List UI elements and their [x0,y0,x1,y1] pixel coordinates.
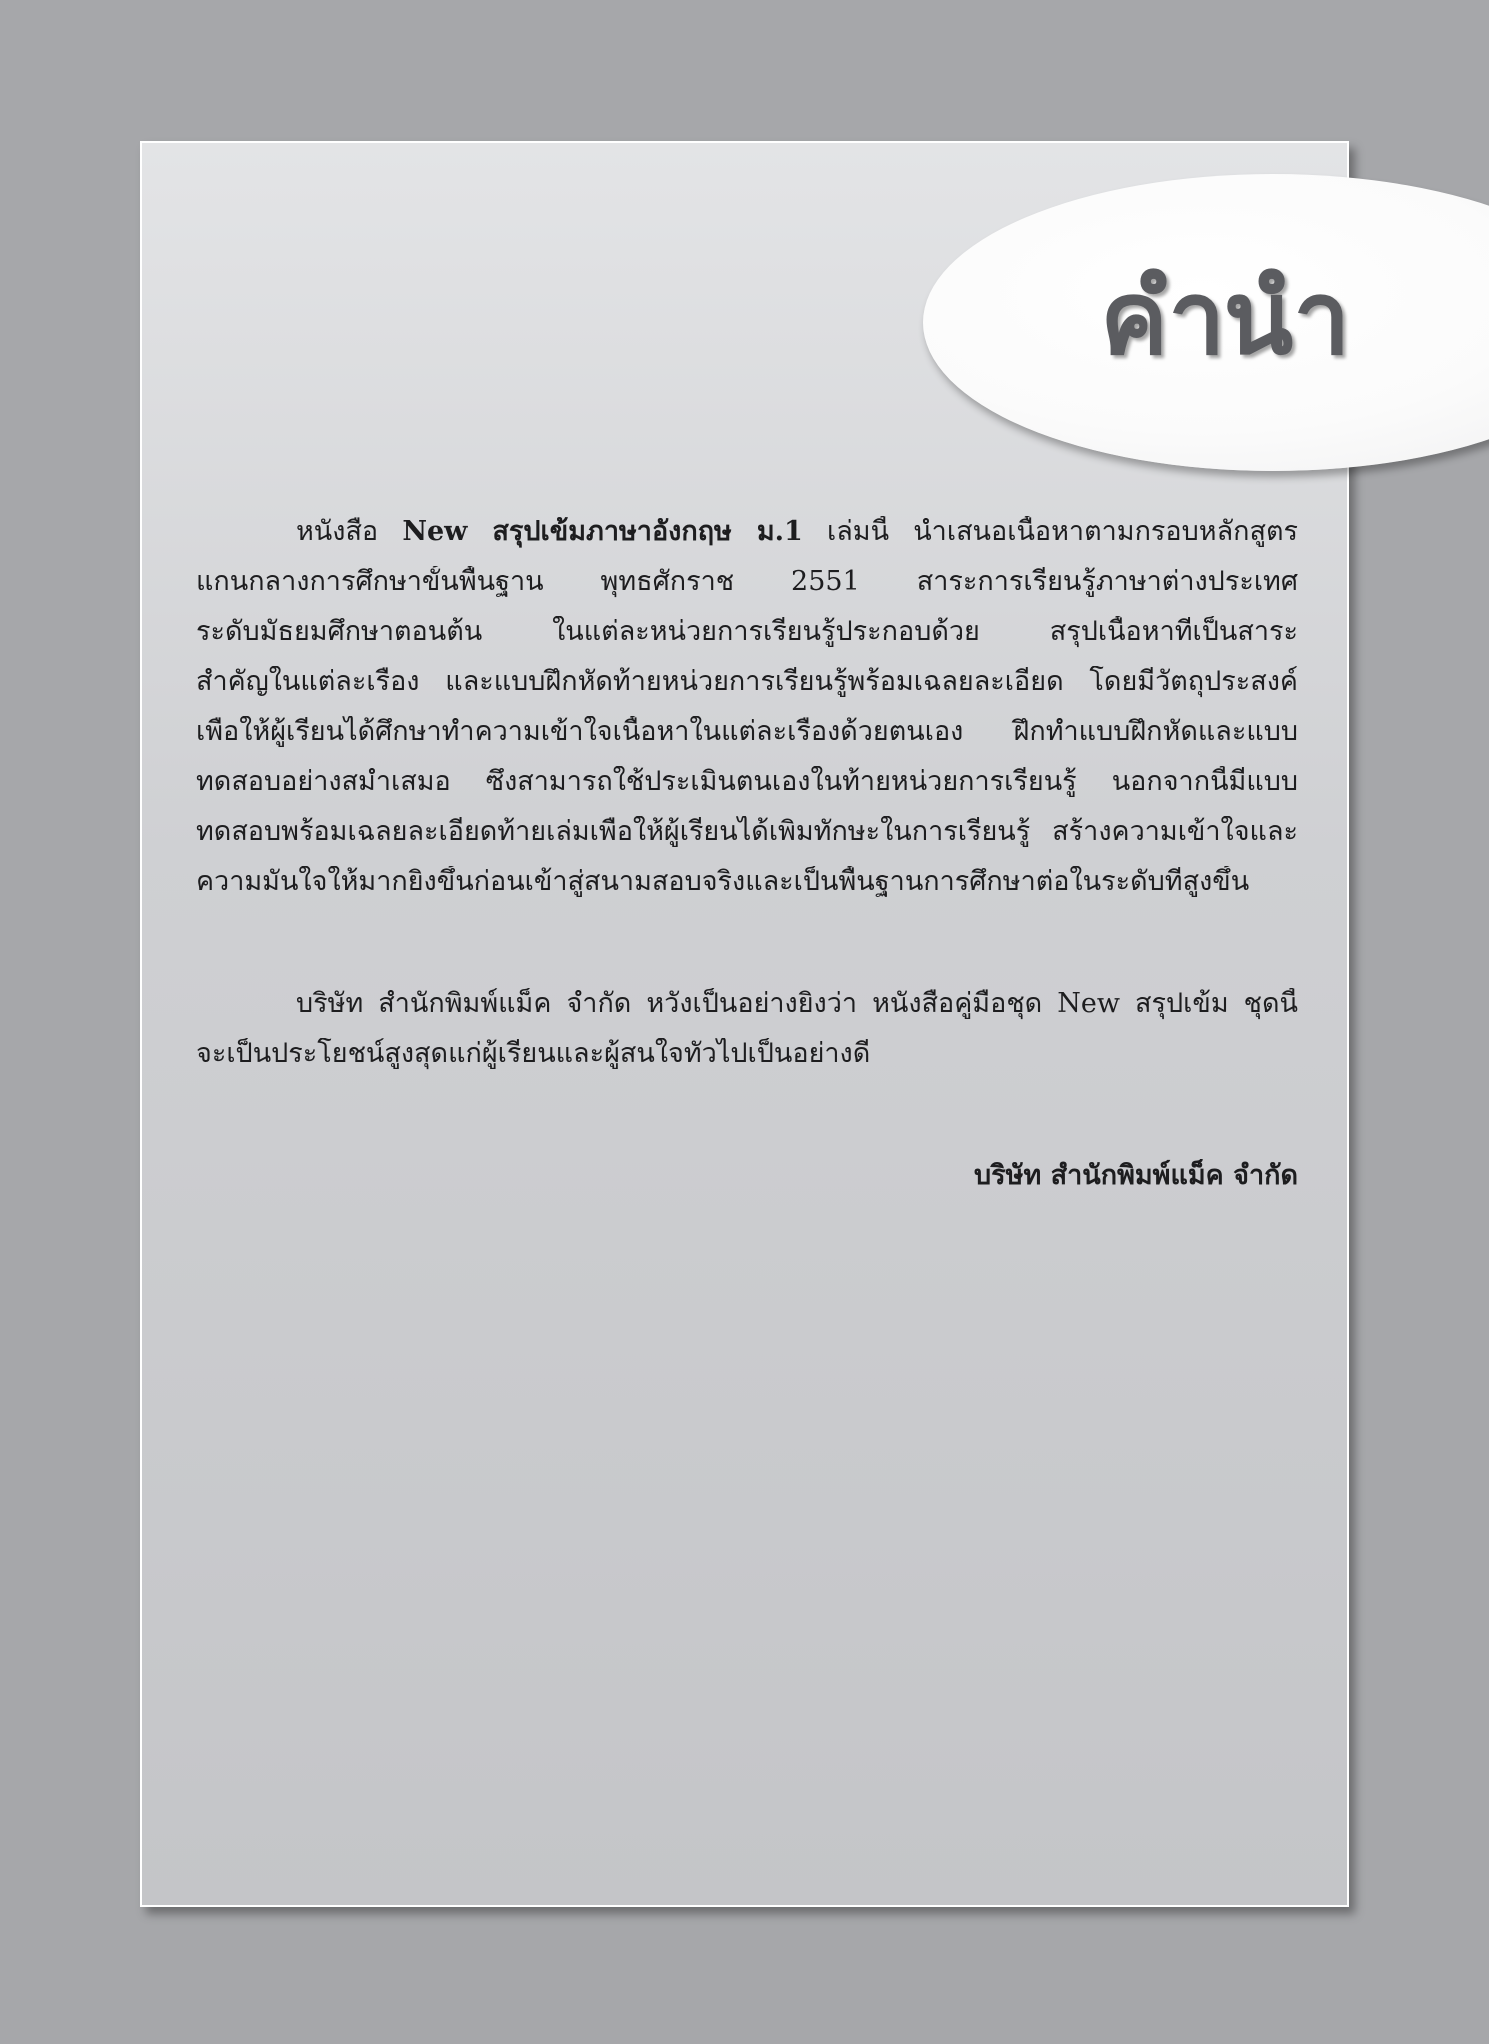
preface-paragraph-1 [196,516,1298,916]
paragraph-line: สำคัญในแต่ละเรื่อง และแบบฝึกหัดท้ายหน่วยการเรียนรู้พร้อมเฉลยละเอียด โดยมีวัตถุประสงค์ [196,666,1298,697]
paragraph-line: จะเป็นประโยชน์สูงสุดแก่ผู้เรียนและผู้สนใจทั่วไปเป็นอย่างดี [196,1038,871,1069]
paragraph-line [196,516,1298,566]
paragraph-line: ทดสอบพร้อมเฉลยละเอียดท้ายเล่มเพื่อให้ผู้เรียนได้เพิ่มทักษะในการเรียนรู้ สร้างความเข้าใจและ [196,816,1298,847]
paragraph-line: ความมั่นใจให้มากยิ่งขึ้นก่อนเข้าสู่สนามสอบจริงและเป็นพื้นฐานการศึกษาต่อในระดับที่สูงขึ้น [196,866,1250,897]
page-title: คำนำ [1100,259,1349,378]
paragraph-line: ทดสอบอย่างสม่ำเสมอ ซึ่งสามารถใช้ประเมินตนเองในท้ายหน่วยการเรียนรู้ นอกจากนี้มีแบบ [196,766,1298,797]
publisher-signature: บริษัท สำนักพิมพ์แม็ค จำกัด [974,1160,1298,1191]
book-title-bold: New สรุปเข้มภาษาอังกฤษ ม.1 [402,516,803,547]
paragraph-line: แกนกลางการศึกษาขั้นพื้นฐาน พุทธศักราช 2551 สาระการเรียนรู้ภาษาต่างประเทศ [196,566,1298,597]
paragraph-line: เพื่อให้ผู้เรียนได้ศึกษาทำความเข้าใจเนื้อหาในแต่ละเรื่องด้วยตนเอง ฝึกทำแบบฝึกหัดและแบบ [196,716,1298,747]
preface-paragraph-2 [196,988,1298,1088]
paragraph-line: บริษัท สำนักพิมพ์แม็ค จำกัด หวังเป็นอย่างยิ่งว่า หนังสือคู่มือชุด New สรุปเข้ม ชุดนี้ [296,988,1298,1019]
paragraph-line: ระดับมัธยมศึกษาตอนต้น ในแต่ละหน่วยการเรียนรู้ประกอบด้วย สรุปเนื้อหาที่เป็นสาระ [196,616,1298,647]
line-text: หนังสือ [296,516,403,547]
line-text: เล่มนี้ นำเสนอเนื้อหาตามกรอบหลักสูตร [802,516,1298,547]
